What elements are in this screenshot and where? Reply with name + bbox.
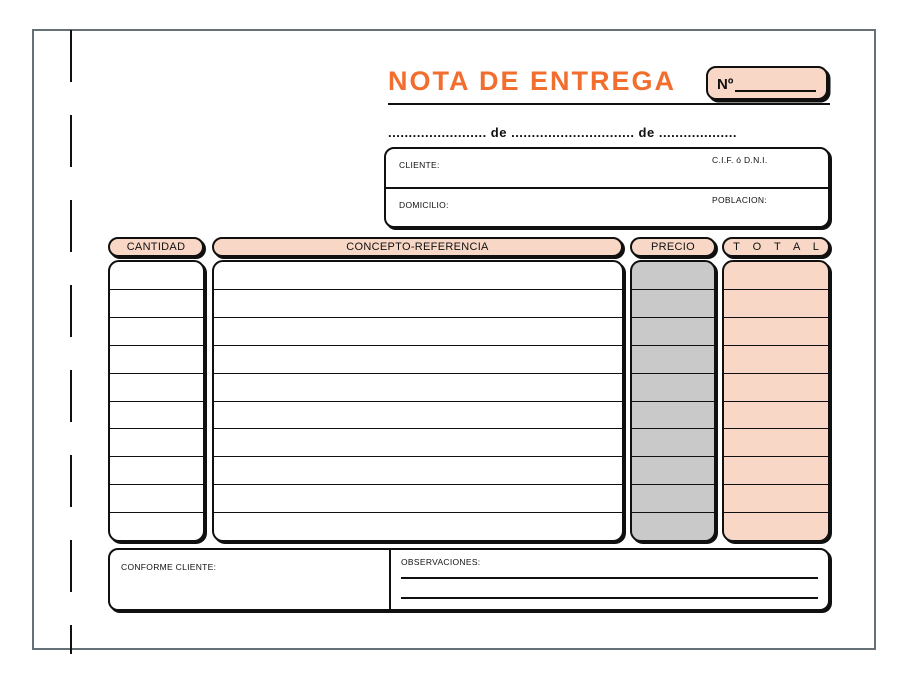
header-precio: PRECIO <box>630 237 716 257</box>
table-row-cell[interactable] <box>214 429 622 457</box>
table-row-cell[interactable] <box>724 513 828 540</box>
delivery-number-box <box>706 66 828 100</box>
table-row-cell[interactable] <box>110 290 203 318</box>
table-row-cell[interactable] <box>724 485 828 513</box>
client-label: CLIENTE: <box>399 160 440 170</box>
table-row-cell[interactable] <box>214 346 622 374</box>
table-row-cell[interactable] <box>632 457 714 485</box>
table-row-cell[interactable] <box>110 262 203 290</box>
column-total <box>722 260 830 542</box>
table-row-cell[interactable] <box>632 318 714 346</box>
table-row-cell[interactable] <box>214 513 622 540</box>
form-title: NOTA DE ENTREGA <box>388 66 677 96</box>
perforation-dashed-line <box>70 30 72 654</box>
table-row-cell[interactable] <box>214 457 622 485</box>
table-row-cell[interactable] <box>724 374 828 402</box>
address-row[interactable] <box>386 189 828 227</box>
table-row-cell[interactable] <box>724 262 828 290</box>
table-row-cell[interactable] <box>214 318 622 346</box>
table-row-cell[interactable] <box>724 429 828 457</box>
table-row-cell[interactable] <box>214 290 622 318</box>
city-label: POBLACION: <box>712 194 767 205</box>
address-label: DOMICILIO: <box>399 199 449 210</box>
table-row-cell[interactable] <box>724 318 828 346</box>
header-concepto-referencia: CONCEPTO-REFERENCIA <box>212 237 623 257</box>
observaciones-lines <box>401 577 818 599</box>
table-row-cell[interactable] <box>632 485 714 513</box>
column-precio <box>630 260 716 542</box>
number-label: Nº <box>717 76 734 93</box>
table-row-cell[interactable] <box>110 513 203 540</box>
table-row-cell[interactable] <box>632 429 714 457</box>
column-concepto-referencia <box>212 260 624 542</box>
observation-fill-line[interactable] <box>401 597 818 599</box>
observaciones-label: OBSERVACIONES: <box>401 557 481 567</box>
table-row-cell[interactable] <box>632 374 714 402</box>
table-row-cell[interactable] <box>724 290 828 318</box>
table-row-cell[interactable] <box>110 402 203 430</box>
conforme-cliente-label: CONFORME CLIENTE: <box>121 562 217 572</box>
observation-fill-line[interactable] <box>401 577 818 579</box>
header-cantidad: CANTIDAD <box>108 237 204 257</box>
table-row-cell[interactable] <box>632 513 714 540</box>
cif-dni-label: C.I.F. ó D.N.I. <box>712 155 768 165</box>
table-row-cell[interactable] <box>214 402 622 430</box>
table-row-cell[interactable] <box>110 374 203 402</box>
table-row-cell[interactable] <box>632 346 714 374</box>
table-row-cell[interactable] <box>110 346 203 374</box>
table-row-cell[interactable] <box>632 262 714 290</box>
table-row-cell[interactable] <box>110 457 203 485</box>
table-row-cell[interactable] <box>110 485 203 513</box>
header-total: T O T A L <box>722 237 830 257</box>
table-row-cell[interactable] <box>214 262 622 290</box>
title-underline <box>388 103 830 105</box>
table-row-cell[interactable] <box>724 346 828 374</box>
date-fill-line[interactable]: ........................ de .............................. de ................... <box>388 125 737 140</box>
table-row-cell[interactable] <box>632 402 714 430</box>
column-cantidad <box>108 260 205 542</box>
client-row[interactable] <box>386 149 828 189</box>
client-info-box <box>384 147 830 228</box>
table-row-cell[interactable] <box>214 374 622 402</box>
observaciones-area[interactable] <box>391 550 828 609</box>
table-row-cell[interactable] <box>110 429 203 457</box>
footer-box <box>108 548 830 611</box>
table-row-cell[interactable] <box>724 402 828 430</box>
conforme-cliente-area[interactable] <box>110 550 391 609</box>
number-fill-line[interactable] <box>735 80 816 92</box>
table-row-cell[interactable] <box>110 318 203 346</box>
table-row-cell[interactable] <box>214 485 622 513</box>
table-row-cell[interactable] <box>724 457 828 485</box>
table-row-cell[interactable] <box>632 290 714 318</box>
